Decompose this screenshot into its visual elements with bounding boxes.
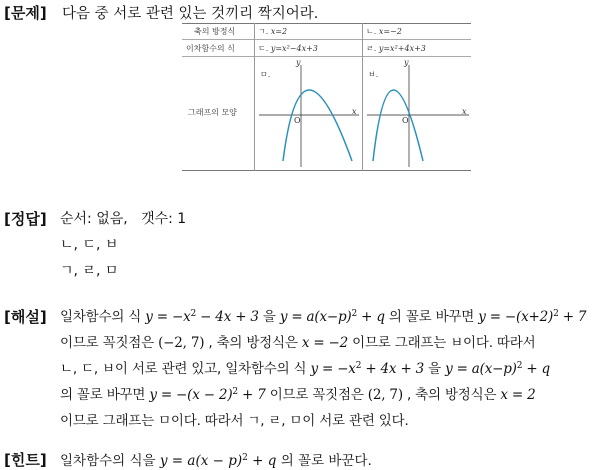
text: 이므로 그래프는 ㅂ이다. 따라서: [352, 335, 536, 351]
math-expression: y = a(x−p): [445, 361, 517, 377]
vertex-coordinates: (−2, 7): [158, 335, 205, 351]
quadratic-function: y=x²+4x+3: [378, 44, 426, 53]
axis-equation: x = 2: [500, 387, 536, 403]
answer-label: [정답]: [4, 210, 47, 228]
text: 일차함수의 식: [60, 309, 142, 325]
graph-parabola-left: [255, 57, 362, 170]
answer-group-2: ㄱ, ㄹ, ㅁ: [60, 263, 119, 279]
text: 을: [428, 361, 441, 377]
y-axis-label: y: [404, 58, 409, 67]
origin-label: O: [402, 116, 409, 125]
math-expression: + 7: [237, 387, 266, 403]
axis-equation: x=−2: [378, 27, 402, 36]
option-tag: ㄹ.: [366, 44, 377, 53]
text: 일차함수의 식을: [60, 453, 156, 469]
row-label-function: 이차함수의 식: [186, 44, 235, 53]
text: , 축의 방정식은: [407, 387, 497, 403]
math-expression: y = a(x−p): [279, 309, 352, 325]
graph-parabola-right: [363, 57, 471, 170]
exponent: 2: [553, 309, 559, 319]
quadratic-function: y=x²−4x+3: [270, 44, 318, 53]
text: 을: [262, 309, 276, 325]
answer-order: 순서: 없음,: [60, 211, 128, 227]
table-border-bottom: [182, 170, 471, 171]
math-expression: − 4x + 3: [196, 309, 259, 325]
problem-label: [문제]: [4, 4, 47, 22]
math-expression: + 4x + 3: [361, 361, 425, 377]
text: ㄴ, ㄷ, ㅂ이 서로 관련 있고, 일차함수의 식: [60, 361, 307, 377]
vertex-coordinates: (2, 7): [367, 387, 403, 403]
hint-label: [힌트]: [4, 451, 47, 469]
math-expression: + q: [522, 361, 551, 377]
origin-label: O: [294, 116, 301, 125]
problem-instruction: 다음 중 서로 관련 있는 것끼리 짝지어라.: [62, 6, 319, 22]
problem-table: [182, 23, 471, 171]
option-tag: ㄱ.: [258, 27, 269, 36]
x-axis-label: x: [462, 107, 467, 116]
math-expression: y = −(x − 2): [149, 387, 233, 403]
math-expression: y = a(x − p): [159, 453, 243, 469]
exponent: 2: [242, 453, 248, 463]
math-expression: y = −x: [310, 361, 356, 377]
option-tag: ㄴ.: [366, 27, 377, 36]
explanation-conclusion: 이므로 그래프는 ㅁ이다. 따라서 ㄱ, ㄹ, ㅁ이 서로 관련 있다.: [60, 413, 409, 429]
math-expression: + 7: [558, 309, 587, 325]
math-expression: y = −x: [145, 309, 191, 325]
math-expression: + q: [357, 309, 385, 325]
answer-group-1: ㄴ, ㄷ, ㅂ: [60, 237, 119, 253]
exponent: 2: [351, 309, 358, 319]
axis-equation: x = −2: [301, 335, 349, 351]
text: 이므로 꼭짓점은: [60, 335, 154, 351]
option-tag: ㄷ.: [258, 44, 269, 53]
math-expression: + q: [247, 453, 277, 469]
axis-equation: x=2: [270, 27, 288, 36]
text: , 축의 방정식은: [208, 335, 298, 351]
option-tag: ㅁ.: [260, 70, 271, 79]
math-expression: y = −(x+2): [478, 309, 554, 325]
row-label-axis: 축의 방정식: [194, 27, 236, 36]
exponent: 2: [232, 387, 238, 397]
text: 의 꼴로 바꾸면: [60, 387, 146, 403]
option-tag: ㅂ.: [368, 70, 379, 79]
parabola-curve: [373, 90, 423, 161]
y-axis-label: y: [296, 58, 301, 67]
parabola-curve: [283, 90, 352, 161]
table-divider: [182, 39, 471, 40]
text: 이므로 꼭짓점은: [269, 387, 364, 403]
answer-count: 갯수: 1: [141, 211, 187, 227]
exponent: 2: [355, 361, 362, 371]
row-label-graph: 그래프의 모양: [188, 108, 237, 117]
table-border-top: [182, 23, 471, 24]
exponent: 2: [516, 361, 523, 371]
text: 의 꼴로 바꾸면: [388, 309, 475, 325]
exponent: 2: [190, 309, 197, 319]
explanation-label: [해설]: [4, 308, 47, 326]
x-axis-label: x: [352, 107, 357, 116]
text: 의 꼴로 바꾼다.: [280, 453, 372, 469]
